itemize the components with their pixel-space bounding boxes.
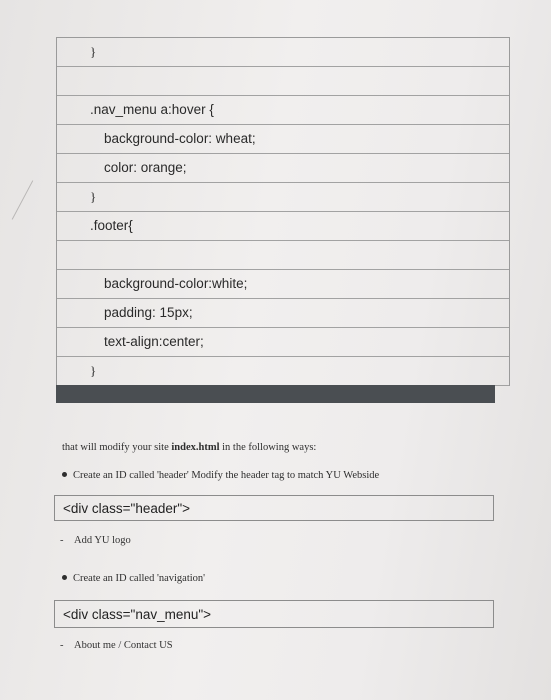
code-row — [57, 125, 509, 154]
code-row — [57, 299, 509, 328]
bullet-dot-icon — [62, 575, 67, 580]
code-row — [57, 96, 509, 125]
code-line-text: background-color:white; — [104, 276, 248, 291]
code-row — [57, 241, 509, 270]
code-line-text: color: orange; — [104, 160, 187, 175]
code-row — [57, 357, 509, 386]
code-table — [56, 37, 510, 386]
dash-item-logo — [60, 535, 131, 546]
bullet-item-header — [62, 470, 379, 481]
code-line-text: .footer{ — [90, 218, 133, 233]
dash-item-logo-text: Add YU logo — [74, 535, 131, 546]
bullet-item-navigation — [62, 573, 205, 584]
dash-icon: - — [60, 640, 64, 651]
code-line-text: } — [90, 363, 97, 378]
code-row — [57, 183, 509, 212]
code-row — [57, 328, 509, 357]
code-line-text: .nav_menu a:hover { — [90, 102, 214, 117]
intro-paragraph — [62, 442, 316, 453]
code-box-header: <div class="header"> — [54, 495, 494, 521]
dash-icon: - — [60, 535, 64, 546]
code-line-text: } — [90, 189, 97, 204]
code-row — [57, 212, 509, 241]
code-box-nav-menu: <div class="nav_menu"> — [54, 600, 494, 628]
intro-filename: index.html — [171, 442, 220, 453]
code-row — [57, 270, 509, 299]
intro-text-pre: that will modify your site — [62, 442, 172, 453]
code-line-text: } — [90, 44, 97, 59]
dash-item-nav-links — [60, 640, 173, 651]
bullet-item-header-text: Create an ID called 'header' Modify the header tag to match YU Webside — [73, 470, 380, 481]
code-row — [57, 154, 509, 183]
code-line-text: background-color: wheat; — [104, 131, 256, 146]
bullet-item-navigation-text: Create an ID called 'navigation' — [73, 573, 206, 584]
code-row — [57, 67, 509, 96]
pen-mark — [12, 180, 34, 219]
intro-text-post: in the following ways: — [219, 442, 317, 453]
code-line-text: text-align:center; — [104, 334, 204, 349]
bullet-dot-icon — [62, 472, 67, 477]
code-line-text: padding: 15px; — [104, 305, 193, 320]
table-footer-bar — [56, 385, 495, 403]
dash-item-nav-links-text: About me / Contact US — [74, 640, 173, 651]
code-row — [57, 38, 509, 67]
